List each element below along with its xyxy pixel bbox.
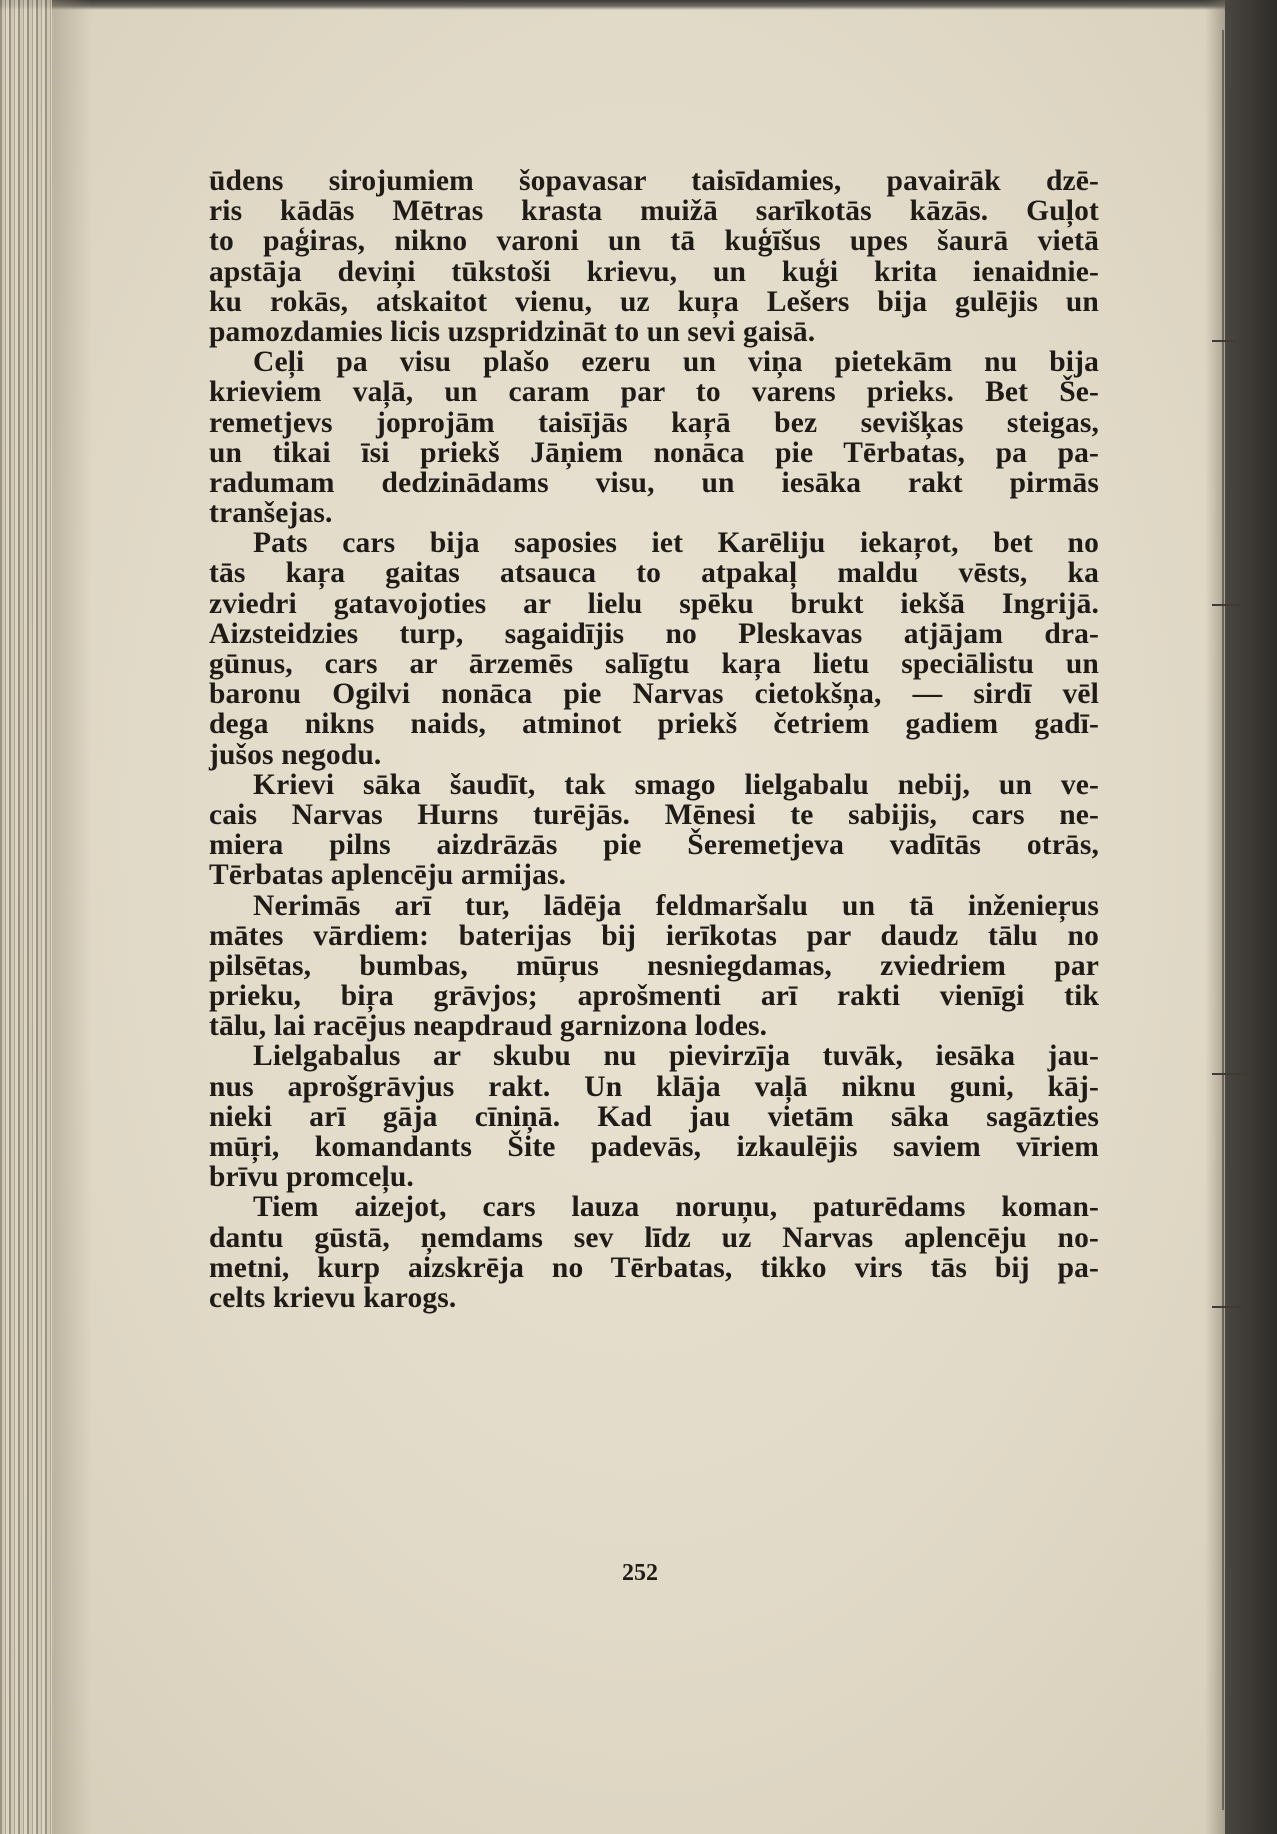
text-line: metni, kurp aizskrēja no Tērbatas, tikko virs tās bij pa-: [209, 1251, 1099, 1284]
text-line: tranšejas.: [209, 497, 333, 530]
text-line: Nerimās arī tur, lādēja feldmaršalu un tā inženieŗus: [253, 889, 1099, 922]
text-line: mātes vārdiem: baterijas bij ierīkotas par daudz tālu no: [209, 919, 1099, 952]
text-line: dega nikns naids, atminot priekš četriem gadiem gadī-: [209, 708, 1099, 741]
text-line: Krievi sāka šaudīt, tak smago lielgabalu nebij, un ve-: [253, 768, 1099, 801]
text-line: miera pilns aizdrāzās pie Šeremetjeva vadītās otrās,: [209, 829, 1099, 862]
text-line: Tiem aizejot, cars lauza noruņu, paturēdams koman-: [253, 1191, 1099, 1224]
text-line: cais Narvas Hurns turējās. Mēnesi te sabijis, cars ne-: [209, 798, 1099, 831]
page-number: 252: [622, 1560, 658, 1586]
text-line: baronu Ogilvi nonāca pie Narvas cietokšņa, — sirdī vēl: [209, 678, 1099, 711]
text-line: radumam dedzinādams visu, un iesāka rakt pirmās: [209, 466, 1099, 499]
edge-mark: [1212, 1073, 1248, 1075]
text-line: ūdens sirojumiem šopavasar taisīdamies, pavairāk dzē-: [209, 165, 1099, 197]
text-line: nus aprošgrāvjus rakt. Un klāja vaļā niknu guni, kāj-: [209, 1070, 1099, 1103]
binding-shadow: [52, 0, 92, 1834]
text-line: krieviem vaļā, un caram par to varens prieks. Bet Še-: [209, 376, 1099, 409]
text-line: Aizsteidzies turp, sagaidījis no Pleskavas atjājam dra-: [209, 617, 1099, 650]
text-line: Lielgabalus ar skubu nu pievirzīja tuvāk, iesāka jau-: [253, 1040, 1099, 1073]
text-line: un tikai īsi priekš Jāņiem nonāca pie Tērbatas, pa pa-: [209, 436, 1099, 469]
background-outside-page: [1225, 0, 1277, 1834]
text-line: remetjevs joprojām taisījās kaŗā bez sevišķas steigas,: [209, 406, 1099, 439]
text-line: Tērbatas aplencēju armijas.: [209, 859, 567, 892]
text-line: nieki arī gāja cīniņā. Kad jau vietām sāka sagāzties: [209, 1100, 1099, 1133]
edge-mark: [1212, 340, 1236, 342]
text-line: pilsētas, bumbas, mūŗus nesniegdamas, zviedriem par: [209, 949, 1099, 982]
book-binding-edge: [0, 0, 52, 1834]
text-line: zviedri gatavojoties ar lielu spēku brukt iekšā Ingrijā.: [209, 587, 1099, 620]
body-text: [209, 166, 1099, 1313]
text-line: pamozdamies licis uzspridzināt to un sevi gaisā.: [209, 315, 816, 348]
text-line: to paģiras, nikno varoni un tā kuģīšus upes šaurā vietā: [209, 225, 1099, 258]
text-line: tālu, lai racējus neapdraud garnizona lodes.: [209, 1010, 768, 1043]
text-line: ku rokās, atskaitot vienu, uz kuŗa Lešers bija gulējis un: [209, 285, 1099, 318]
text-line: celts krievu karogs.: [209, 1281, 457, 1314]
page-top-edge: [0, 0, 1277, 10]
text-line: Ceļi pa visu plašo ezeru un viņa pietekām nu bija: [253, 346, 1099, 379]
edge-mark: [1212, 1306, 1242, 1308]
text-line: brīvu promceļu.: [209, 1161, 414, 1194]
text-line: tās kaŗa gaitas atsauca to atpakaļ maldu vēsts, ka: [209, 557, 1099, 590]
text-line: apstāja deviņi tūkstoši krievu, un kuģi krita ienaidnie-: [209, 255, 1099, 288]
text-line: dantu gūstā, ņemdams sev līdz uz Narvas aplencēju no-: [209, 1221, 1099, 1254]
text-line: prieku, biŗa grāvjos; aprošmenti arī rakti vienīgi tik: [209, 980, 1099, 1013]
text-line: mūŗi, komandants Šite padevās, izkaulējis saviem vīriem: [209, 1131, 1099, 1163]
text-line: Pats cars bija saposies iet Karēliju iekaŗot, bet no: [253, 527, 1099, 560]
edge-mark: [1212, 604, 1240, 606]
page-edge-line: [1222, 30, 1224, 1810]
text-line: ris kādās Mētras krasta muižā sarīkotās kāzās. Guļot: [209, 195, 1099, 228]
text-line: gūnus, cars ar ārzemēs salīgtu kaŗa lietu speciālistu un: [209, 648, 1099, 680]
text-line: jušos negodu.: [209, 738, 382, 771]
